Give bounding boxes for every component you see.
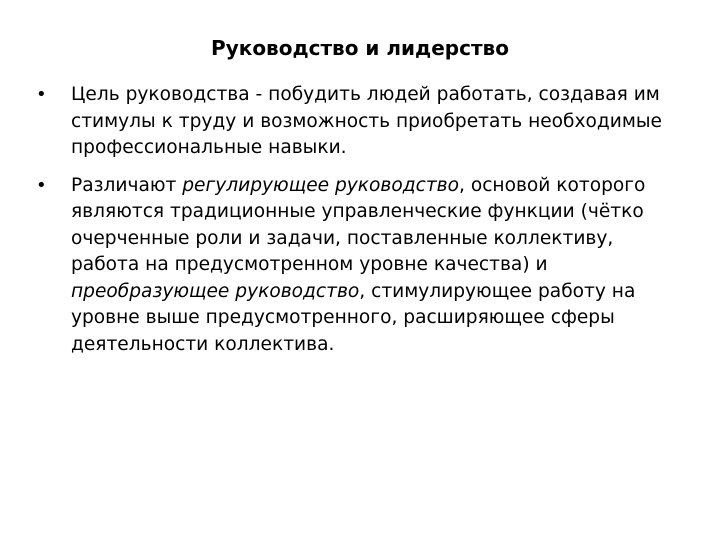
bullet-text-part: Различают bbox=[71, 174, 183, 196]
bullet-text-part: , основой которого являются традиционные управленческие функции (чётко очерченные роли и задачи, поставленные коллективу, работа на предусмотренном уровне качества) и bbox=[71, 174, 646, 275]
bullet-text: Цель руководства - побудить людей работать, создавая им стимулы к труду и возможность приобретать необходимые профессиональные навыки. bbox=[71, 84, 662, 158]
bullet-list bbox=[36, 82, 686, 369]
bullet-text-part: , стимулирующее работу на уровне выше предусмотренного, расширяющее сферы деятельности коллектива. bbox=[71, 280, 636, 355]
bullet-item-goal bbox=[36, 82, 686, 162]
bullet-icon: • bbox=[36, 84, 47, 105]
emphasis-term-regulating: регулирующее руководство bbox=[182, 174, 459, 196]
bullet-item-types bbox=[36, 173, 686, 359]
bullet-icon: • bbox=[36, 174, 47, 196]
slide-title: Руководство и лидерство bbox=[211, 36, 509, 60]
emphasis-term-transforming: преобразующее руководство bbox=[71, 280, 360, 302]
